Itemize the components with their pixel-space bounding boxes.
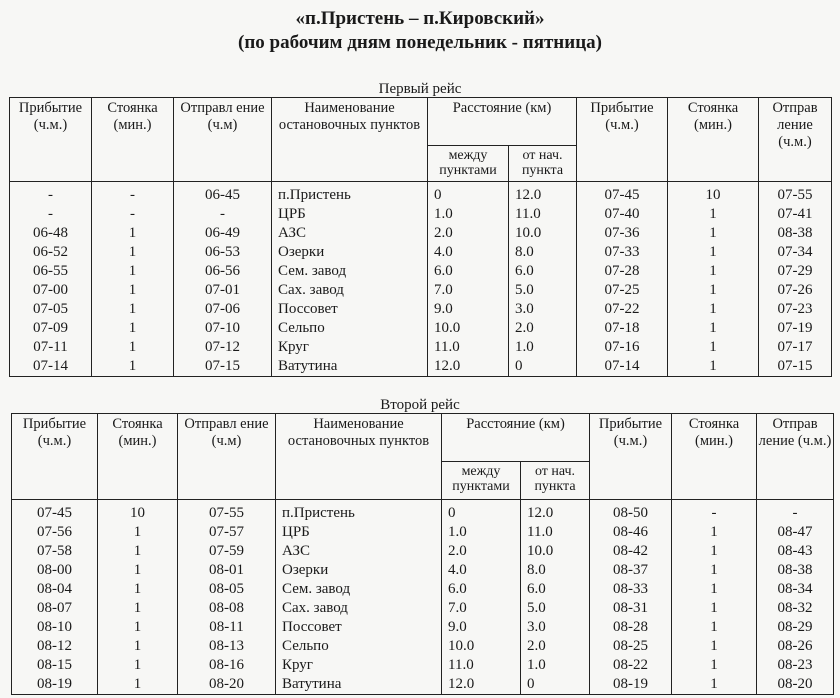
distance-between-cell: 7.0: [428, 281, 509, 300]
stop-cell: 1: [92, 300, 174, 319]
arrival-cell: 07-00: [10, 281, 92, 300]
table-row: [12, 599, 834, 618]
stop-name-cell: АЗС: [276, 542, 442, 561]
depart-cell: 06-49: [174, 224, 272, 243]
col-depart-return: Отправ ление (ч.м.): [757, 414, 834, 500]
depart-cell: 08-13: [178, 637, 276, 656]
col-distance-between: между пунктами: [428, 146, 509, 182]
schedule-title: «п.Пристень – п.Кировский»: [295, 8, 545, 29]
arrival-cell: 07-05: [10, 300, 92, 319]
table-row: [10, 281, 832, 300]
depart-return-cell: 08-32: [757, 599, 834, 618]
depart-cell: 08-08: [178, 599, 276, 618]
depart-cell: 06-53: [174, 243, 272, 262]
trip1-body: [10, 182, 832, 377]
stop-return-cell: 1: [672, 523, 757, 542]
trip2-body: [12, 500, 834, 695]
distance-from-start-cell: 0: [521, 675, 590, 695]
arrival-cell: 08-10: [12, 618, 98, 637]
trip2-caption: Второй рейс: [380, 397, 460, 413]
table-row: [10, 357, 832, 377]
trip2-table: [11, 413, 834, 695]
depart-cell: 08-11: [178, 618, 276, 637]
stop-cell: 1: [92, 281, 174, 300]
distance-between-cell: 4.0: [442, 561, 521, 580]
distance-between-cell: 6.0: [442, 580, 521, 599]
distance-between-cell: 10.0: [442, 637, 521, 656]
arrival-return-cell: 07-16: [577, 338, 668, 357]
depart-return-cell: 08-38: [759, 224, 832, 243]
col-arrival: Прибытие (ч.м.): [10, 98, 92, 182]
stop-cell: -: [92, 205, 174, 224]
table-row: [12, 580, 834, 599]
arrival-return-cell: 08-25: [590, 637, 672, 656]
stop-return-cell: 1: [672, 618, 757, 637]
arrival-return-cell: 07-36: [577, 224, 668, 243]
stop-name-cell: Ватутина: [276, 675, 442, 695]
col-arrival-return: Прибытие (ч.м.): [590, 414, 672, 500]
distance-between-cell: 9.0: [428, 300, 509, 319]
arrival-return-cell: 08-28: [590, 618, 672, 637]
arrival-cell: 07-11: [10, 338, 92, 357]
col-stop-return: Стоянка (мин.): [672, 414, 757, 500]
stop-name-cell: п.Пристень: [272, 182, 428, 206]
arrival-return-cell: 08-31: [590, 599, 672, 618]
depart-return-cell: 07-26: [759, 281, 832, 300]
stop-return-cell: 1: [672, 599, 757, 618]
table-row: [12, 523, 834, 542]
depart-cell: 07-10: [174, 319, 272, 338]
stop-return-cell: 10: [668, 182, 759, 206]
trip1-table: [9, 97, 832, 377]
distance-from-start-cell: 1.0: [509, 338, 577, 357]
arrival-return-cell: 08-46: [590, 523, 672, 542]
distance-between-cell: 11.0: [442, 656, 521, 675]
stop-name-cell: Сельпо: [276, 637, 442, 656]
arrival-cell: 08-15: [12, 656, 98, 675]
stop-cell: 1: [98, 637, 178, 656]
arrival-cell: 08-04: [12, 580, 98, 599]
distance-between-cell: 12.0: [442, 675, 521, 695]
distance-from-start-cell: 3.0: [509, 300, 577, 319]
col-depart: Отправл ение (ч.м): [174, 98, 272, 182]
depart-return-cell: 08-26: [757, 637, 834, 656]
distance-from-start-cell: 1.0: [521, 656, 590, 675]
stop-return-cell: 1: [672, 561, 757, 580]
table-row: [10, 243, 832, 262]
col-distance: Расстояние (км): [428, 98, 577, 146]
arrival-cell: -: [10, 182, 92, 206]
arrival-return-cell: 07-18: [577, 319, 668, 338]
depart-return-cell: 07-19: [759, 319, 832, 338]
distance-between-cell: 1.0: [428, 205, 509, 224]
distance-between-cell: 1.0: [442, 523, 521, 542]
arrival-cell: 07-58: [12, 542, 98, 561]
arrival-return-cell: 07-25: [577, 281, 668, 300]
depart-return-cell: 08-29: [757, 618, 834, 637]
distance-from-start-cell: 12.0: [521, 500, 590, 524]
distance-from-start-cell: 0: [509, 357, 577, 377]
stop-cell: 1: [92, 243, 174, 262]
stop-return-cell: 1: [672, 580, 757, 599]
arrival-return-cell: 07-28: [577, 262, 668, 281]
distance-between-cell: 2.0: [442, 542, 521, 561]
stop-cell: 1: [92, 357, 174, 377]
arrival-cell: 08-00: [12, 561, 98, 580]
col-stop: Стоянка (мин.): [92, 98, 174, 182]
distance-between-cell: 6.0: [428, 262, 509, 281]
arrival-return-cell: 07-14: [577, 357, 668, 377]
arrival-cell: -: [10, 205, 92, 224]
table-row: [12, 618, 834, 637]
stop-cell: 1: [98, 542, 178, 561]
col-stop-name: Наименование остановочных пунктов: [272, 98, 428, 182]
arrival-return-cell: 08-50: [590, 500, 672, 524]
depart-cell: 07-59: [178, 542, 276, 561]
distance-from-start-cell: 11.0: [521, 523, 590, 542]
col-distance: Расстояние (км): [442, 414, 590, 462]
depart-return-cell: 08-43: [757, 542, 834, 561]
stop-cell: -: [92, 182, 174, 206]
distance-between-cell: 0: [442, 500, 521, 524]
table-row: [12, 500, 834, 524]
depart-return-cell: 07-17: [759, 338, 832, 357]
table-row: [12, 637, 834, 656]
arrival-cell: 07-09: [10, 319, 92, 338]
col-distance-between: между пунктами: [442, 462, 521, 500]
depart-cell: 08-01: [178, 561, 276, 580]
depart-return-cell: 07-29: [759, 262, 832, 281]
stop-return-cell: 1: [668, 338, 759, 357]
arrival-cell: 08-07: [12, 599, 98, 618]
depart-cell: 08-16: [178, 656, 276, 675]
stop-cell: 1: [98, 656, 178, 675]
distance-between-cell: 12.0: [428, 357, 509, 377]
col-stop: Стоянка (мин.): [98, 414, 178, 500]
stop-return-cell: 1: [668, 262, 759, 281]
depart-cell: 06-45: [174, 182, 272, 206]
distance-between-cell: 2.0: [428, 224, 509, 243]
stop-return-cell: 1: [668, 319, 759, 338]
stop-cell: 1: [92, 338, 174, 357]
stop-name-cell: Озерки: [272, 243, 428, 262]
depart-cell: 07-15: [174, 357, 272, 377]
col-stop-return: Стоянка (мин.): [668, 98, 759, 182]
col-arrival: Прибытие (ч.м.): [12, 414, 98, 500]
stop-cell: 1: [98, 523, 178, 542]
depart-return-cell: 08-23: [757, 656, 834, 675]
stop-name-cell: Сах. завод: [276, 599, 442, 618]
stop-cell: 1: [98, 580, 178, 599]
stop-name-cell: Поссовет: [276, 618, 442, 637]
stop-name-cell: ЦРБ: [276, 523, 442, 542]
stop-return-cell: 1: [668, 281, 759, 300]
stop-cell: 1: [98, 675, 178, 695]
distance-from-start-cell: 12.0: [509, 182, 577, 206]
schedule-subtitle: (по рабочим дням понедельник - пятница): [238, 32, 602, 53]
depart-return-cell: 07-34: [759, 243, 832, 262]
stop-name-cell: Сах. завод: [272, 281, 428, 300]
depart-return-cell: 08-38: [757, 561, 834, 580]
distance-from-start-cell: 10.0: [509, 224, 577, 243]
depart-cell: 07-01: [174, 281, 272, 300]
distance-from-start-cell: 5.0: [521, 599, 590, 618]
stop-return-cell: -: [672, 500, 757, 524]
stop-return-cell: 1: [672, 637, 757, 656]
table-row: [10, 338, 832, 357]
depart-cell: 06-56: [174, 262, 272, 281]
stop-cell: 1: [92, 319, 174, 338]
stop-name-cell: Сем. завод: [276, 580, 442, 599]
depart-cell: 08-05: [178, 580, 276, 599]
depart-cell: 08-20: [178, 675, 276, 695]
arrival-return-cell: 07-40: [577, 205, 668, 224]
stop-name-cell: АЗС: [272, 224, 428, 243]
table-row: [10, 262, 832, 281]
stop-cell: 1: [92, 262, 174, 281]
stop-return-cell: 1: [668, 243, 759, 262]
table-row: [12, 561, 834, 580]
table-row: [10, 205, 832, 224]
distance-from-start-cell: 6.0: [509, 262, 577, 281]
depart-cell: 07-12: [174, 338, 272, 357]
depart-return-cell: 07-15: [759, 357, 832, 377]
depart-cell: 07-55: [178, 500, 276, 524]
arrival-cell: 07-45: [12, 500, 98, 524]
arrival-return-cell: 07-22: [577, 300, 668, 319]
col-distance-from-start: от нач. пункта: [509, 146, 577, 182]
distance-between-cell: 0: [428, 182, 509, 206]
col-stop-name: Наименование остановочных пунктов: [276, 414, 442, 500]
distance-from-start-cell: 2.0: [521, 637, 590, 656]
distance-between-cell: 4.0: [428, 243, 509, 262]
distance-between-cell: 7.0: [442, 599, 521, 618]
arrival-return-cell: 08-19: [590, 675, 672, 695]
stop-name-cell: п.Пристень: [276, 500, 442, 524]
depart-cell: 07-57: [178, 523, 276, 542]
table-row: [12, 675, 834, 695]
arrival-cell: 06-52: [10, 243, 92, 262]
stop-name-cell: Сем. завод: [272, 262, 428, 281]
table-row: [10, 224, 832, 243]
depart-return-cell: 07-41: [759, 205, 832, 224]
arrival-return-cell: 08-22: [590, 656, 672, 675]
distance-between-cell: 10.0: [428, 319, 509, 338]
stop-cell: 1: [98, 599, 178, 618]
stop-return-cell: 1: [672, 542, 757, 561]
stop-return-cell: 1: [672, 656, 757, 675]
table-row: [10, 319, 832, 338]
stop-return-cell: 1: [672, 675, 757, 695]
distance-from-start-cell: 10.0: [521, 542, 590, 561]
depart-return-cell: 08-47: [757, 523, 834, 542]
stop-cell: 1: [98, 561, 178, 580]
table-row: [12, 542, 834, 561]
stop-return-cell: 1: [668, 300, 759, 319]
arrival-cell: 08-19: [12, 675, 98, 695]
stop-return-cell: 1: [668, 357, 759, 377]
depart-cell: -: [174, 205, 272, 224]
distance-from-start-cell: 8.0: [509, 243, 577, 262]
arrival-cell: 07-14: [10, 357, 92, 377]
distance-from-start-cell: 6.0: [521, 580, 590, 599]
arrival-cell: 08-12: [12, 637, 98, 656]
stop-name-cell: Озерки: [276, 561, 442, 580]
depart-return-cell: -: [757, 500, 834, 524]
distance-between-cell: 11.0: [428, 338, 509, 357]
stop-return-cell: 1: [668, 224, 759, 243]
stop-name-cell: ЦРБ: [272, 205, 428, 224]
arrival-return-cell: 07-33: [577, 243, 668, 262]
stop-return-cell: 1: [668, 205, 759, 224]
table-row: [12, 656, 834, 675]
stop-cell: 1: [92, 224, 174, 243]
arrival-return-cell: 08-42: [590, 542, 672, 561]
arrival-cell: 06-48: [10, 224, 92, 243]
distance-from-start-cell: 8.0: [521, 561, 590, 580]
stop-name-cell: Круг: [276, 656, 442, 675]
stop-name-cell: Поссовет: [272, 300, 428, 319]
stop-name-cell: Сельпо: [272, 319, 428, 338]
table-row: [10, 300, 832, 319]
arrival-return-cell: 08-33: [590, 580, 672, 599]
distance-from-start-cell: 2.0: [509, 319, 577, 338]
col-depart-return: Отправ ление (ч.м.): [759, 98, 832, 182]
distance-from-start-cell: 3.0: [521, 618, 590, 637]
arrival-cell: 07-56: [12, 523, 98, 542]
col-distance-from-start: от нач. пункта: [521, 462, 590, 500]
trip1-caption: Первый рейс: [378, 81, 462, 97]
distance-from-start-cell: 5.0: [509, 281, 577, 300]
depart-return-cell: 08-34: [757, 580, 834, 599]
table-row: [10, 182, 832, 206]
distance-between-cell: 9.0: [442, 618, 521, 637]
stop-name-cell: Ватутина: [272, 357, 428, 377]
stop-cell: 10: [98, 500, 178, 524]
depart-return-cell: 08-20: [757, 675, 834, 695]
depart-cell: 07-06: [174, 300, 272, 319]
col-depart: Отправл ение (ч.м): [178, 414, 276, 500]
arrival-return-cell: 07-45: [577, 182, 668, 206]
arrival-return-cell: 08-37: [590, 561, 672, 580]
stop-name-cell: Круг: [272, 338, 428, 357]
col-arrival-return: Прибытие (ч.м.): [577, 98, 668, 182]
stop-cell: 1: [98, 618, 178, 637]
arrival-cell: 06-55: [10, 262, 92, 281]
distance-from-start-cell: 11.0: [509, 205, 577, 224]
depart-return-cell: 07-23: [759, 300, 832, 319]
depart-return-cell: 07-55: [759, 182, 832, 206]
